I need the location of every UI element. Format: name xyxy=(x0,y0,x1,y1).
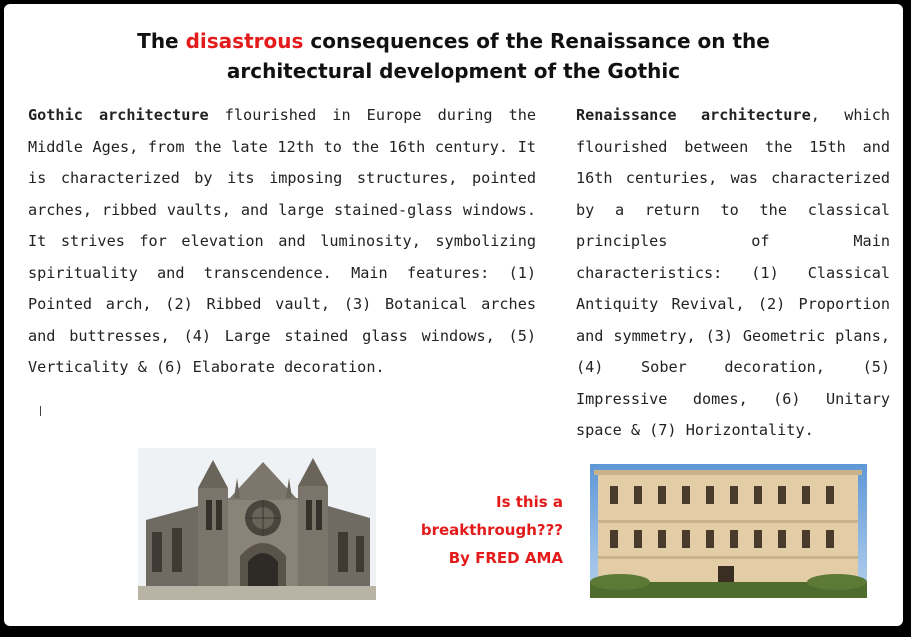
title-prefix: The xyxy=(137,29,186,53)
gothic-cathedral-image xyxy=(138,448,376,600)
gothic-text: flourished in Europe during the Middle Ages, from the late 12th to the 16th century. It is characterized by its imposing structures, pointed arches, ribbed vaults, and large stained-glass windows. It strives for elevation and luminosity, symbolizing spirituality and transcendence. Main features: (1) Pointed arch, (2) Ribbed vault, (3) Botanical arches and buttresses, (4) Large stained glass windows, (5) Verticality & (6) Elaborate decoration. xyxy=(28,106,536,376)
title-line-1 xyxy=(4,26,903,56)
title-line1-rest: consequences of the Renaissance on the xyxy=(303,29,770,53)
title-line-2: architectural development of the Gothic xyxy=(226,59,681,83)
callout-line-1: Is this a xyxy=(496,493,563,511)
renaissance-heading: Renaissance architecture xyxy=(576,106,811,124)
renaissance-palace-image xyxy=(590,464,867,598)
slide-card xyxy=(4,4,903,626)
text-cursor xyxy=(40,406,41,416)
renaissance-paragraph xyxy=(576,100,890,447)
callout-line-2: breakthrough??? xyxy=(420,521,563,539)
gothic-paragraph xyxy=(28,100,536,384)
renaissance-text: , which flourished between the 15th and 16th centuries, was characterized by a return to the classical principles of Main characteristics: (1) Classical Antiquity Revival, (2) Proportion and symmetry, (3) Geometric plans, (4) Sober decoration, (5) Impressive domes, (6) Unitary space & (7) Horizontality. xyxy=(576,106,890,439)
page-title xyxy=(4,26,903,86)
callout xyxy=(421,488,563,572)
gothic-heading: Gothic architecture xyxy=(28,106,209,124)
title-highlight: disastrous xyxy=(185,29,304,53)
callout-author: By FRED AMA xyxy=(448,549,563,567)
